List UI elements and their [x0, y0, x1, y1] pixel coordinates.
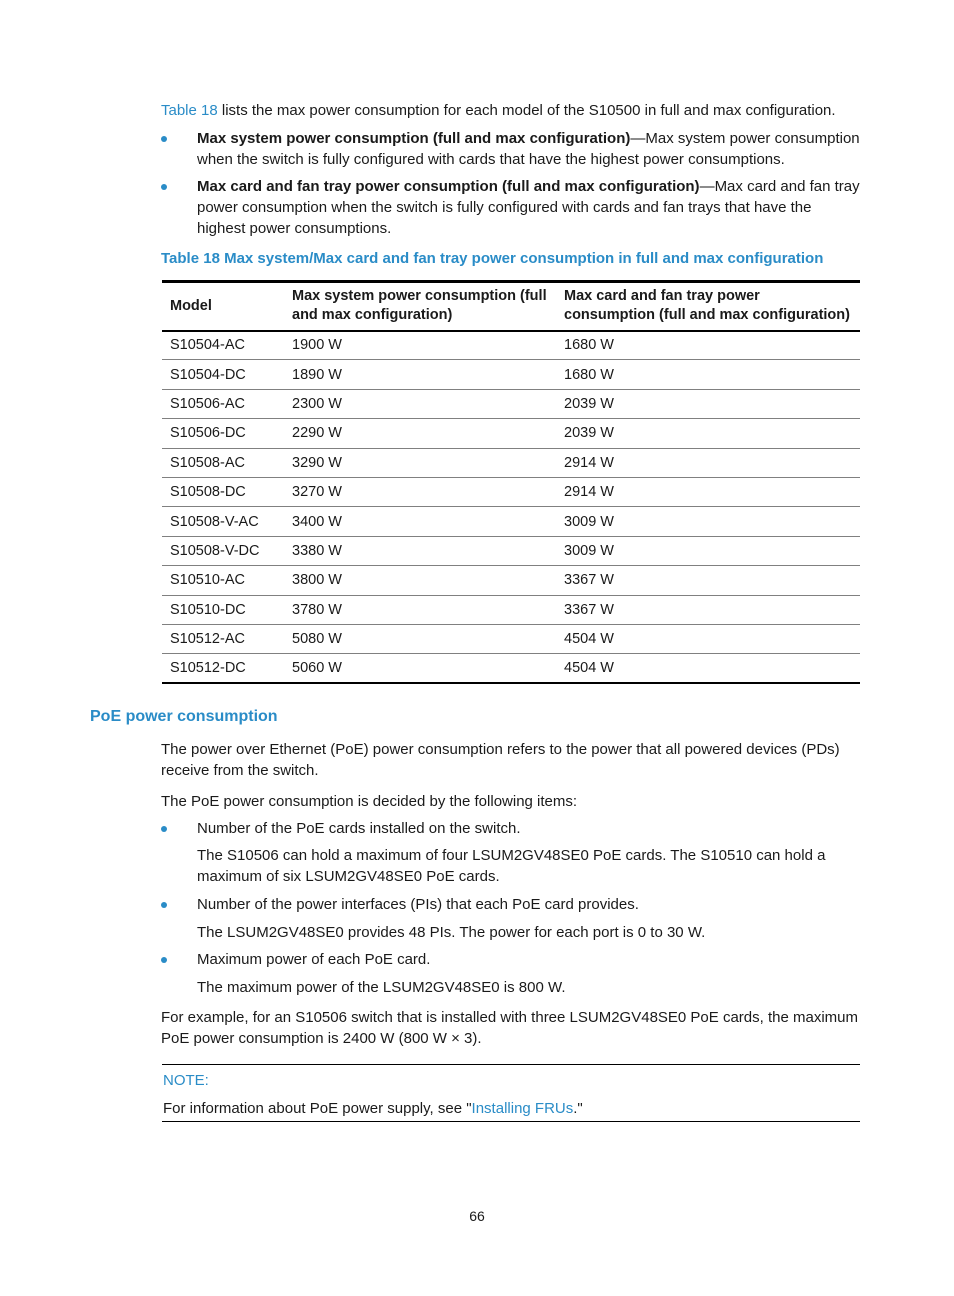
cell-model: S10508-DC [162, 477, 284, 506]
cell-model: S10504-AC [162, 331, 284, 360]
cell-card-power: 2914 W [556, 477, 860, 506]
note-label: NOTE: [163, 1072, 209, 1089]
poe-item-cards: Number of the PoE cards installed on the switch. [197, 820, 521, 837]
cell-model: S10510-DC [162, 595, 284, 624]
cell-system-power: 2290 W [284, 419, 556, 448]
intro-text: lists the max power consumption for each model of the S10500 in full and max configuration. [217, 102, 836, 119]
cell-system-power: 5060 W [284, 654, 556, 683]
cell-card-power: 1680 W [556, 331, 860, 360]
cell-system-power: 3800 W [284, 566, 556, 595]
poe-item-max-power-detail: The maximum power of the LSUM2GV48SE0 is 800 W. [197, 979, 566, 996]
table-row [162, 448, 860, 477]
bullet-dot [161, 184, 167, 190]
cell-model: S10506-AC [162, 389, 284, 418]
page-number: 66 [469, 1208, 485, 1224]
intro-paragraph [161, 100, 871, 121]
power-table [162, 280, 860, 684]
table-18-link[interactable]: Table 18 [161, 102, 218, 119]
note-box [162, 1064, 860, 1122]
cell-model: S10504-DC [162, 360, 284, 389]
cell-system-power: 3290 W [284, 448, 556, 477]
table-row [162, 389, 860, 418]
cell-card-power: 2039 W [556, 389, 860, 418]
poe-item-max-power: Maximum power of each PoE card. [197, 951, 431, 968]
cell-model: S10506-DC [162, 419, 284, 448]
cell-card-power: 4504 W [556, 624, 860, 653]
bullet-desc-cont: highest power consumptions. [197, 220, 392, 237]
cell-system-power: 2300 W [284, 389, 556, 418]
bullet-max-card [197, 176, 867, 239]
cell-model: S10508-V-AC [162, 507, 284, 536]
table-row [162, 507, 860, 536]
header-system-power: Max system power consumption (full and max configuration) [284, 282, 556, 331]
header-card-power: Max card and fan tray power consumption (full and max configuration) [556, 282, 860, 331]
bullet-dot [161, 826, 167, 832]
bullet-desc: —Max system power consumption [630, 130, 860, 147]
table-row [162, 624, 860, 653]
bullet-dot [161, 902, 167, 908]
cell-card-power: 1680 W [556, 360, 860, 389]
cell-model: S10512-AC [162, 624, 284, 653]
cell-card-power: 3367 W [556, 595, 860, 624]
table-caption: Table 18 Max system/Max card and fan tray power consumption in full and max configuration [161, 250, 824, 267]
installing-frus-link[interactable]: Installing FRUs [471, 1100, 574, 1117]
table-header-row [162, 282, 860, 331]
poe-example-paragraph: For example, for an S10506 switch that is installed with three LSUM2GV48SE0 PoE cards, the maximum PoE power consumption is 2400 W (800 W × 3). [161, 1009, 858, 1047]
cell-system-power: 3400 W [284, 507, 556, 536]
poe-item-cards-detail: The S10506 can hold a maximum of four LSUM2GV48SE0 PoE cards. The S10510 can hold a maximum of six LSUM2GV48SE0 PoE cards. [197, 847, 826, 885]
table-row [162, 477, 860, 506]
bullet-max-system [197, 128, 867, 170]
cell-system-power: 3380 W [284, 536, 556, 565]
bullet-desc: —Max card and fan tray [699, 178, 860, 195]
bullet-desc-cont: when the switch is fully configured with cards that have the highest power consumptions. [197, 151, 785, 168]
cell-card-power: 2914 W [556, 448, 860, 477]
cell-system-power: 5080 W [284, 624, 556, 653]
poe-intro-paragraph: The power over Ethernet (PoE) power consumption refers to the power that all powered devices (PDs) receive from the switch. [161, 741, 840, 779]
cell-card-power: 2039 W [556, 419, 860, 448]
cell-card-power: 3367 W [556, 566, 860, 595]
table-row [162, 536, 860, 565]
header-model: Model [162, 282, 284, 331]
cell-card-power: 4504 W [556, 654, 860, 683]
section-heading-poe: PoE power consumption [90, 708, 278, 725]
bullet-term: Max card and fan tray power consumption (full and max configuration) [197, 178, 700, 195]
table-row [162, 654, 860, 683]
bullet-dot [161, 957, 167, 963]
cell-system-power: 3780 W [284, 595, 556, 624]
table-row [162, 566, 860, 595]
table-row [162, 595, 860, 624]
cell-card-power: 3009 W [556, 536, 860, 565]
poe-items-intro: The PoE power consumption is decided by the following items: [161, 793, 578, 810]
bullet-desc-cont: power consumption when the switch is fully configured with cards and fan trays that have the [197, 199, 812, 216]
poe-item-pis: Number of the power interfaces (PIs) that each PoE card provides. [197, 896, 639, 913]
table-row [162, 419, 860, 448]
cell-system-power: 1900 W [284, 331, 556, 360]
cell-system-power: 1890 W [284, 360, 556, 389]
bullet-term: Max system power consumption (full and max configuration) [197, 130, 631, 147]
cell-model: S10510-AC [162, 566, 284, 595]
note-text: For information about PoE power supply, see "Installing FRUs." [163, 1100, 583, 1117]
bullet-dot [161, 136, 167, 142]
poe-item-pis-detail: The LSUM2GV48SE0 provides 48 PIs. The power for each port is 0 to 30 W. [197, 924, 706, 941]
cell-model: S10508-V-DC [162, 536, 284, 565]
cell-system-power: 3270 W [284, 477, 556, 506]
cell-model: S10512-DC [162, 654, 284, 683]
cell-card-power: 3009 W [556, 507, 860, 536]
cell-model: S10508-AC [162, 448, 284, 477]
table-row [162, 331, 860, 360]
table-row [162, 360, 860, 389]
